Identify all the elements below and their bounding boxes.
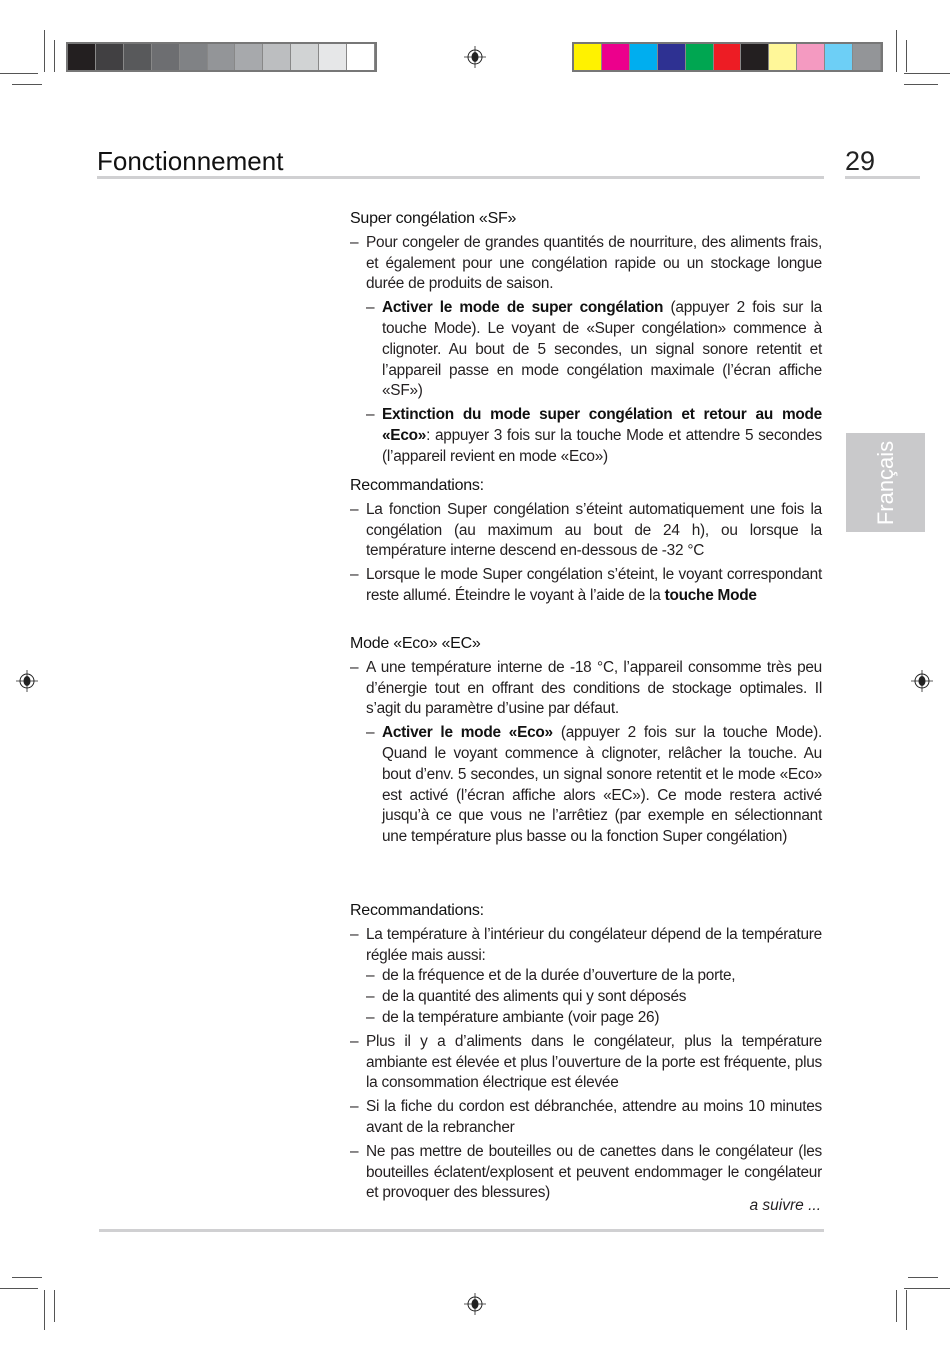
color-swatch [235,44,263,70]
crop-mark [908,1277,938,1278]
crop-mark [54,40,55,72]
bold-text: Activer le mode de super congélation [382,299,664,317]
color-swatch [602,44,630,70]
section-heading: Mode «Eco» «EC» [350,635,481,652]
item-text: : appuyer 3 fois sur la touche Mode et attendre 5 secondes (l’appareil revient en mode «Eco») [382,426,822,465]
crop-mark [906,40,907,72]
registration-mark-icon [16,670,38,692]
crop-mark [896,1290,897,1322]
crop-mark [12,84,42,85]
color-swatch [574,44,602,70]
registration-mark-icon [911,670,933,692]
bold-text: touche Mode [664,586,757,604]
list-item: – Plus il y a d’aliments dans le congélateur, plus la température ambiante est élevée et plus l’ouverture de la porte est fréquente, plus la consommation électrique est élevée [350,1032,822,1094]
color-swatch [96,44,124,70]
continued-note: a suivre ... [749,1197,821,1214]
color-swatch [263,44,291,70]
bold-text: Extinction du mode super congélation et retour au mode «Eco» [382,406,822,444]
list-item [366,405,822,467]
color-swatch [319,44,347,70]
crop-mark [904,73,950,74]
bold-text: Activer le mode «Eco» [382,724,553,742]
color-swatch [208,44,236,70]
color-swatch [68,44,96,70]
color-swatch [124,44,152,70]
registration-mark-icon [464,1293,486,1315]
color-calibration-bar [572,42,883,72]
list-item: – La température à l’intérieur du congélateur dépend de la température réglée mais aussi: [350,925,822,967]
list-item: – Ne pas mettre de bouteilles ou de canettes dans le congélateur (les bouteilles éclatent/explosent et peuvent endommager le congélateur et provoquer des blessures) [350,1142,822,1204]
section-heading: Recommandations: [350,477,484,494]
footer-divider [99,1229,824,1232]
color-swatch [853,44,881,70]
item-text: (appuyer 2 fois sur la touche Mode). Quand le voyant commence à clignoter, relâcher la touche. Au bout d’env. 5 secondes, un signal sonore retentit et le mode «Eco» est activé (l’écran affiche alors «EC»). Ce mode restera activé jusqu’à ce que vous ne l’arrêtiez (par exemple en sélectionnant une température plus basse ou la fonction Super congélation) [382,724,822,846]
crop-mark [12,1277,42,1278]
color-swatch [630,44,658,70]
page-title: Fonctionnement [97,146,284,176]
color-swatch [180,44,208,70]
item-text: (appuyer 2 fois sur la touche Mode). Le voyant de «Super congélation» commence à clignoter. Au bout de 5 secondes, un signal sonore retentit et l’appareil passe en mode congélation maximale (l’écran affiche «SF») [382,299,822,400]
page-number-divider [845,176,920,179]
list-item: – de la quantité des aliments qui y sont déposés [366,987,822,1008]
page-number: 29 [845,146,876,176]
crop-mark [906,1290,907,1330]
header-divider [97,176,824,179]
color-swatch [658,44,686,70]
crop-mark [904,84,938,85]
list-item [366,723,822,848]
color-swatch [152,44,180,70]
crop-mark [54,1290,55,1322]
crop-mark [44,30,45,72]
item-text: Lorsque le mode Super congélation s’éteint, le voyant correspondant reste allumé. Éteindre le voyant à l’aide de la [366,566,822,604]
list-item: – de la température ambiante (voir page 26) [366,1008,822,1029]
grayscale-calibration-bar [66,42,377,72]
section-heading: Recommandations: [350,902,484,919]
color-swatch [741,44,769,70]
section-recommendations-1 [350,476,822,610]
section-eco-mode [350,634,822,851]
crop-mark [0,73,38,74]
crop-mark [896,30,897,72]
language-tab [846,433,925,532]
color-swatch [797,44,825,70]
crop-mark [904,1288,950,1289]
registration-mark-icon [464,46,486,68]
section-heading: Super congélation «SF» [350,210,517,227]
list-item: – Pour congeler de grandes quantités de nourriture, des aliments frais, et également pour une congélation rapide ou un stockage longue durée de produits de saison. [350,233,822,295]
color-swatch [714,44,742,70]
color-swatch [686,44,714,70]
list-item: – Si la fiche du cordon est débranchée, attendre au moins 10 minutes avant de la rebrancher [350,1097,822,1139]
language-tab-label: Français [872,440,898,525]
color-swatch [825,44,853,70]
list-item [366,298,822,402]
list-item: – de la fréquence et de la durée d’ouverture de la porte, [366,966,822,987]
list-item: – A une température interne de -18 °C, l’appareil consomme très peu d’énergie tout en offrant des conditions de stockage optimales. Il s’agit du paramètre d’usine par défaut. [350,658,822,720]
color-swatch [347,44,375,70]
crop-mark [44,1290,45,1330]
color-swatch [769,44,797,70]
list-item [350,565,822,607]
crop-mark [0,1288,38,1289]
color-swatch [291,44,319,70]
section-super-freeze [350,209,822,471]
section-recommendations-2 [350,901,822,1207]
list-item: – La fonction Super congélation s’éteint automatiquement une fois la congélation (au maximum au bout de 24 h), ou lorsque la température interne descend en-dessous de -32 °C [350,500,822,562]
